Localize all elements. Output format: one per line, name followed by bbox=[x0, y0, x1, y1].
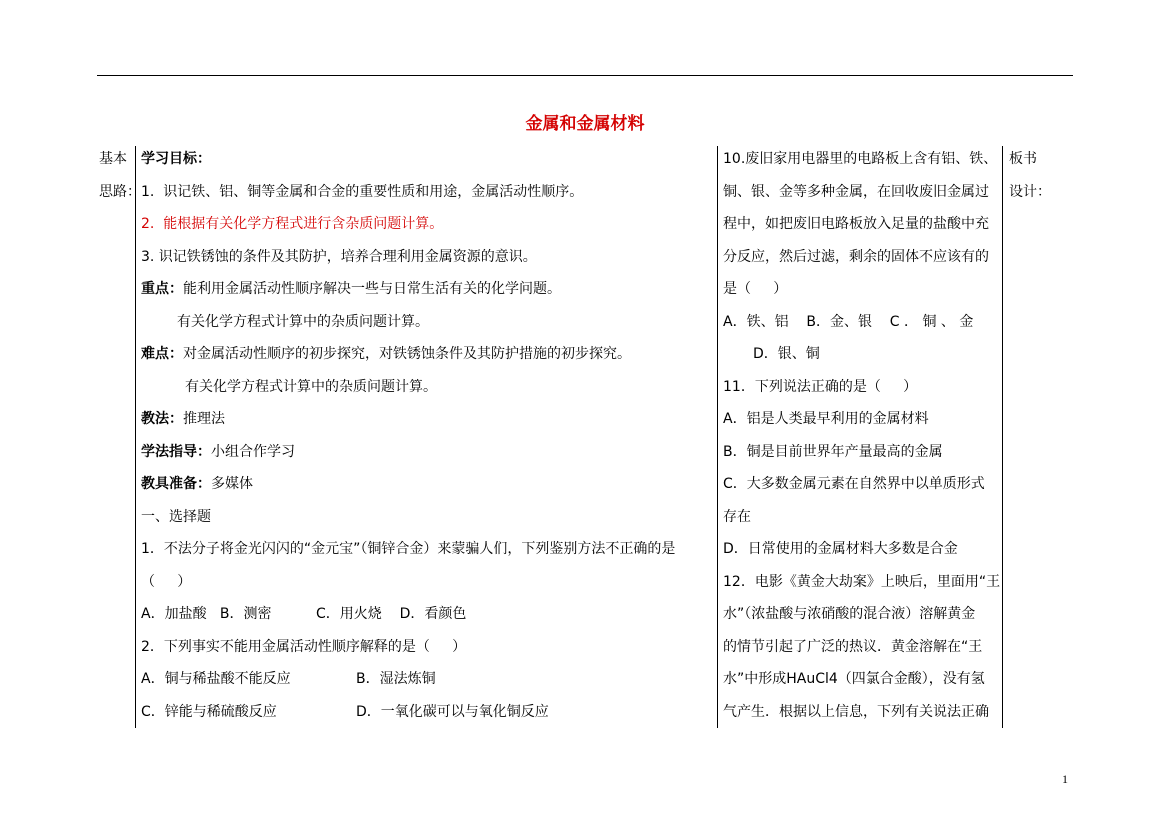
question-11-option-c-1: C．大多数金属元素在自然界中以单质形式 bbox=[723, 476, 985, 492]
difficult-points bbox=[141, 341, 716, 374]
column-divider-1 bbox=[135, 146, 136, 728]
question-10-line-4: 分反应，然后过滤，剩余的固体不应该有的 bbox=[723, 248, 989, 265]
question-12-line-5: 气产生．根据以上信息，下列有关说法正确 bbox=[723, 703, 989, 720]
question-1-text: 1．不法分子将金光闪闪的“金元宝”（铜锌合金）来蒙骗人们，下列鉴别方法不正确的是 bbox=[141, 541, 676, 557]
question-11-option-c-2: 存在 bbox=[723, 508, 751, 525]
right-questions-column bbox=[723, 146, 1001, 731]
left-label-line-2: 思路： bbox=[99, 183, 141, 200]
question-10-line-1: 10.废旧家用电器里的电路板上含有铝、铁、 bbox=[723, 151, 998, 167]
question-2-option-d: D．一氧化碳可以与氧化铜反应 bbox=[356, 703, 549, 720]
column-divider-2 bbox=[717, 146, 718, 728]
question-11-option-d: D．日常使用的金属材料大多数是合金 bbox=[723, 541, 958, 557]
objectives-heading: 学习目标： bbox=[141, 151, 211, 167]
document-title: 金属和金属材料 bbox=[525, 114, 645, 134]
section-heading: 一、选择题 bbox=[141, 508, 211, 525]
difficulty-label: 难点： bbox=[141, 346, 183, 362]
left-label-column bbox=[99, 146, 141, 211]
question-10-options-2: D．银、铜 bbox=[753, 346, 820, 362]
question-11-option-a: A．铝是人类最早利用的金属材料 bbox=[723, 411, 929, 427]
difficult-points-2: 有关化学方程式计算中的杂质问题计算。 bbox=[185, 378, 437, 395]
page-number: 1 bbox=[1062, 772, 1068, 786]
objective-2: 2. 能根据有关化学方程式进行含杂质问题计算。 bbox=[141, 216, 444, 232]
board-design-column bbox=[1009, 146, 1069, 211]
question-12-line-4: 水”中形成HAuCl4（四氯合金酸），没有氢 bbox=[723, 671, 985, 687]
study-text: 小组合作学习 bbox=[211, 443, 295, 460]
question-2-option-a: A．铜与稀盐酸不能反应 bbox=[141, 671, 291, 687]
question-2-options-row-1 bbox=[141, 666, 716, 699]
difficulty-text: 对金属活动性顺序的初步探究，对铁锈蚀条件及其防护措施的初步探究。 bbox=[183, 346, 631, 362]
method-text: 推理法 bbox=[183, 411, 225, 427]
key-points bbox=[141, 276, 716, 309]
question-10-options-1: A．铁、铝 B．金、银 C ． 铜 、 金 bbox=[723, 313, 974, 330]
key-text: 能利用金属活动性顺序解决一些与日常生活有关的化学问题。 bbox=[183, 281, 561, 297]
question-2-text: 2．下列事实不能用金属活动性顺序解释的是（ ） bbox=[141, 638, 467, 655]
column-divider-3 bbox=[1002, 146, 1003, 728]
question-12-line-2: 水”（浓盐酸与浓硝酸的混合液）溶解黄金 bbox=[723, 606, 976, 622]
question-1-bracket: （ ） bbox=[141, 573, 192, 590]
tools-label: 教具准备： bbox=[141, 476, 211, 492]
question-12-line-1: 12．电影《黄金大劫案》上映后，里面用“王 bbox=[723, 573, 1001, 590]
question-2-options-row-2 bbox=[141, 699, 716, 732]
teaching-tools bbox=[141, 471, 716, 504]
main-content-column bbox=[141, 146, 716, 731]
question-11-option-b: B．铜是目前世界年产量最高的金属 bbox=[723, 443, 943, 460]
key-label: 重点： bbox=[141, 281, 183, 297]
question-2-option-c: C．锌能与稀硫酸反应 bbox=[141, 703, 277, 720]
board-label-line-1: 板书 bbox=[1009, 151, 1037, 167]
objective-3: 3. 识记铁锈蚀的条件及其防护，培养合理利用金属资源的意识。 bbox=[141, 248, 537, 265]
teaching-method bbox=[141, 406, 716, 439]
question-11-text: 11．下列说法正确的是（ ） bbox=[723, 378, 918, 395]
board-label-line-2: 设计： bbox=[1009, 183, 1051, 200]
study-label: 学法指导： bbox=[141, 443, 211, 460]
objective-1: 1. 识记铁、铝、铜等金属和合金的重要性质和用途，金属活动性顺序。 bbox=[141, 183, 584, 200]
question-2-option-b: B．湿法炼铜 bbox=[356, 671, 436, 687]
question-12-line-3: 的情节引起了广泛的热议．黄金溶解在“王 bbox=[723, 638, 983, 655]
top-rule bbox=[97, 75, 1073, 76]
question-10-line-3: 程中，如把废旧电路板放入足量的盐酸中充 bbox=[723, 216, 989, 232]
question-10-line-5: 是（ ） bbox=[723, 281, 788, 297]
question-10-line-2: 铜、银、金等多种金属，在回收废旧金属过 bbox=[723, 183, 989, 200]
left-label-line-1: 基本 bbox=[99, 151, 127, 167]
question-1-options: A．加盐酸 B．测密 C．用火烧 D．看颜色 bbox=[141, 606, 467, 622]
key-points-2: 有关化学方程式计算中的杂质问题计算。 bbox=[177, 313, 429, 330]
method-label: 教法： bbox=[141, 411, 183, 427]
study-guide bbox=[141, 439, 716, 472]
tools-text: 多媒体 bbox=[211, 476, 253, 492]
